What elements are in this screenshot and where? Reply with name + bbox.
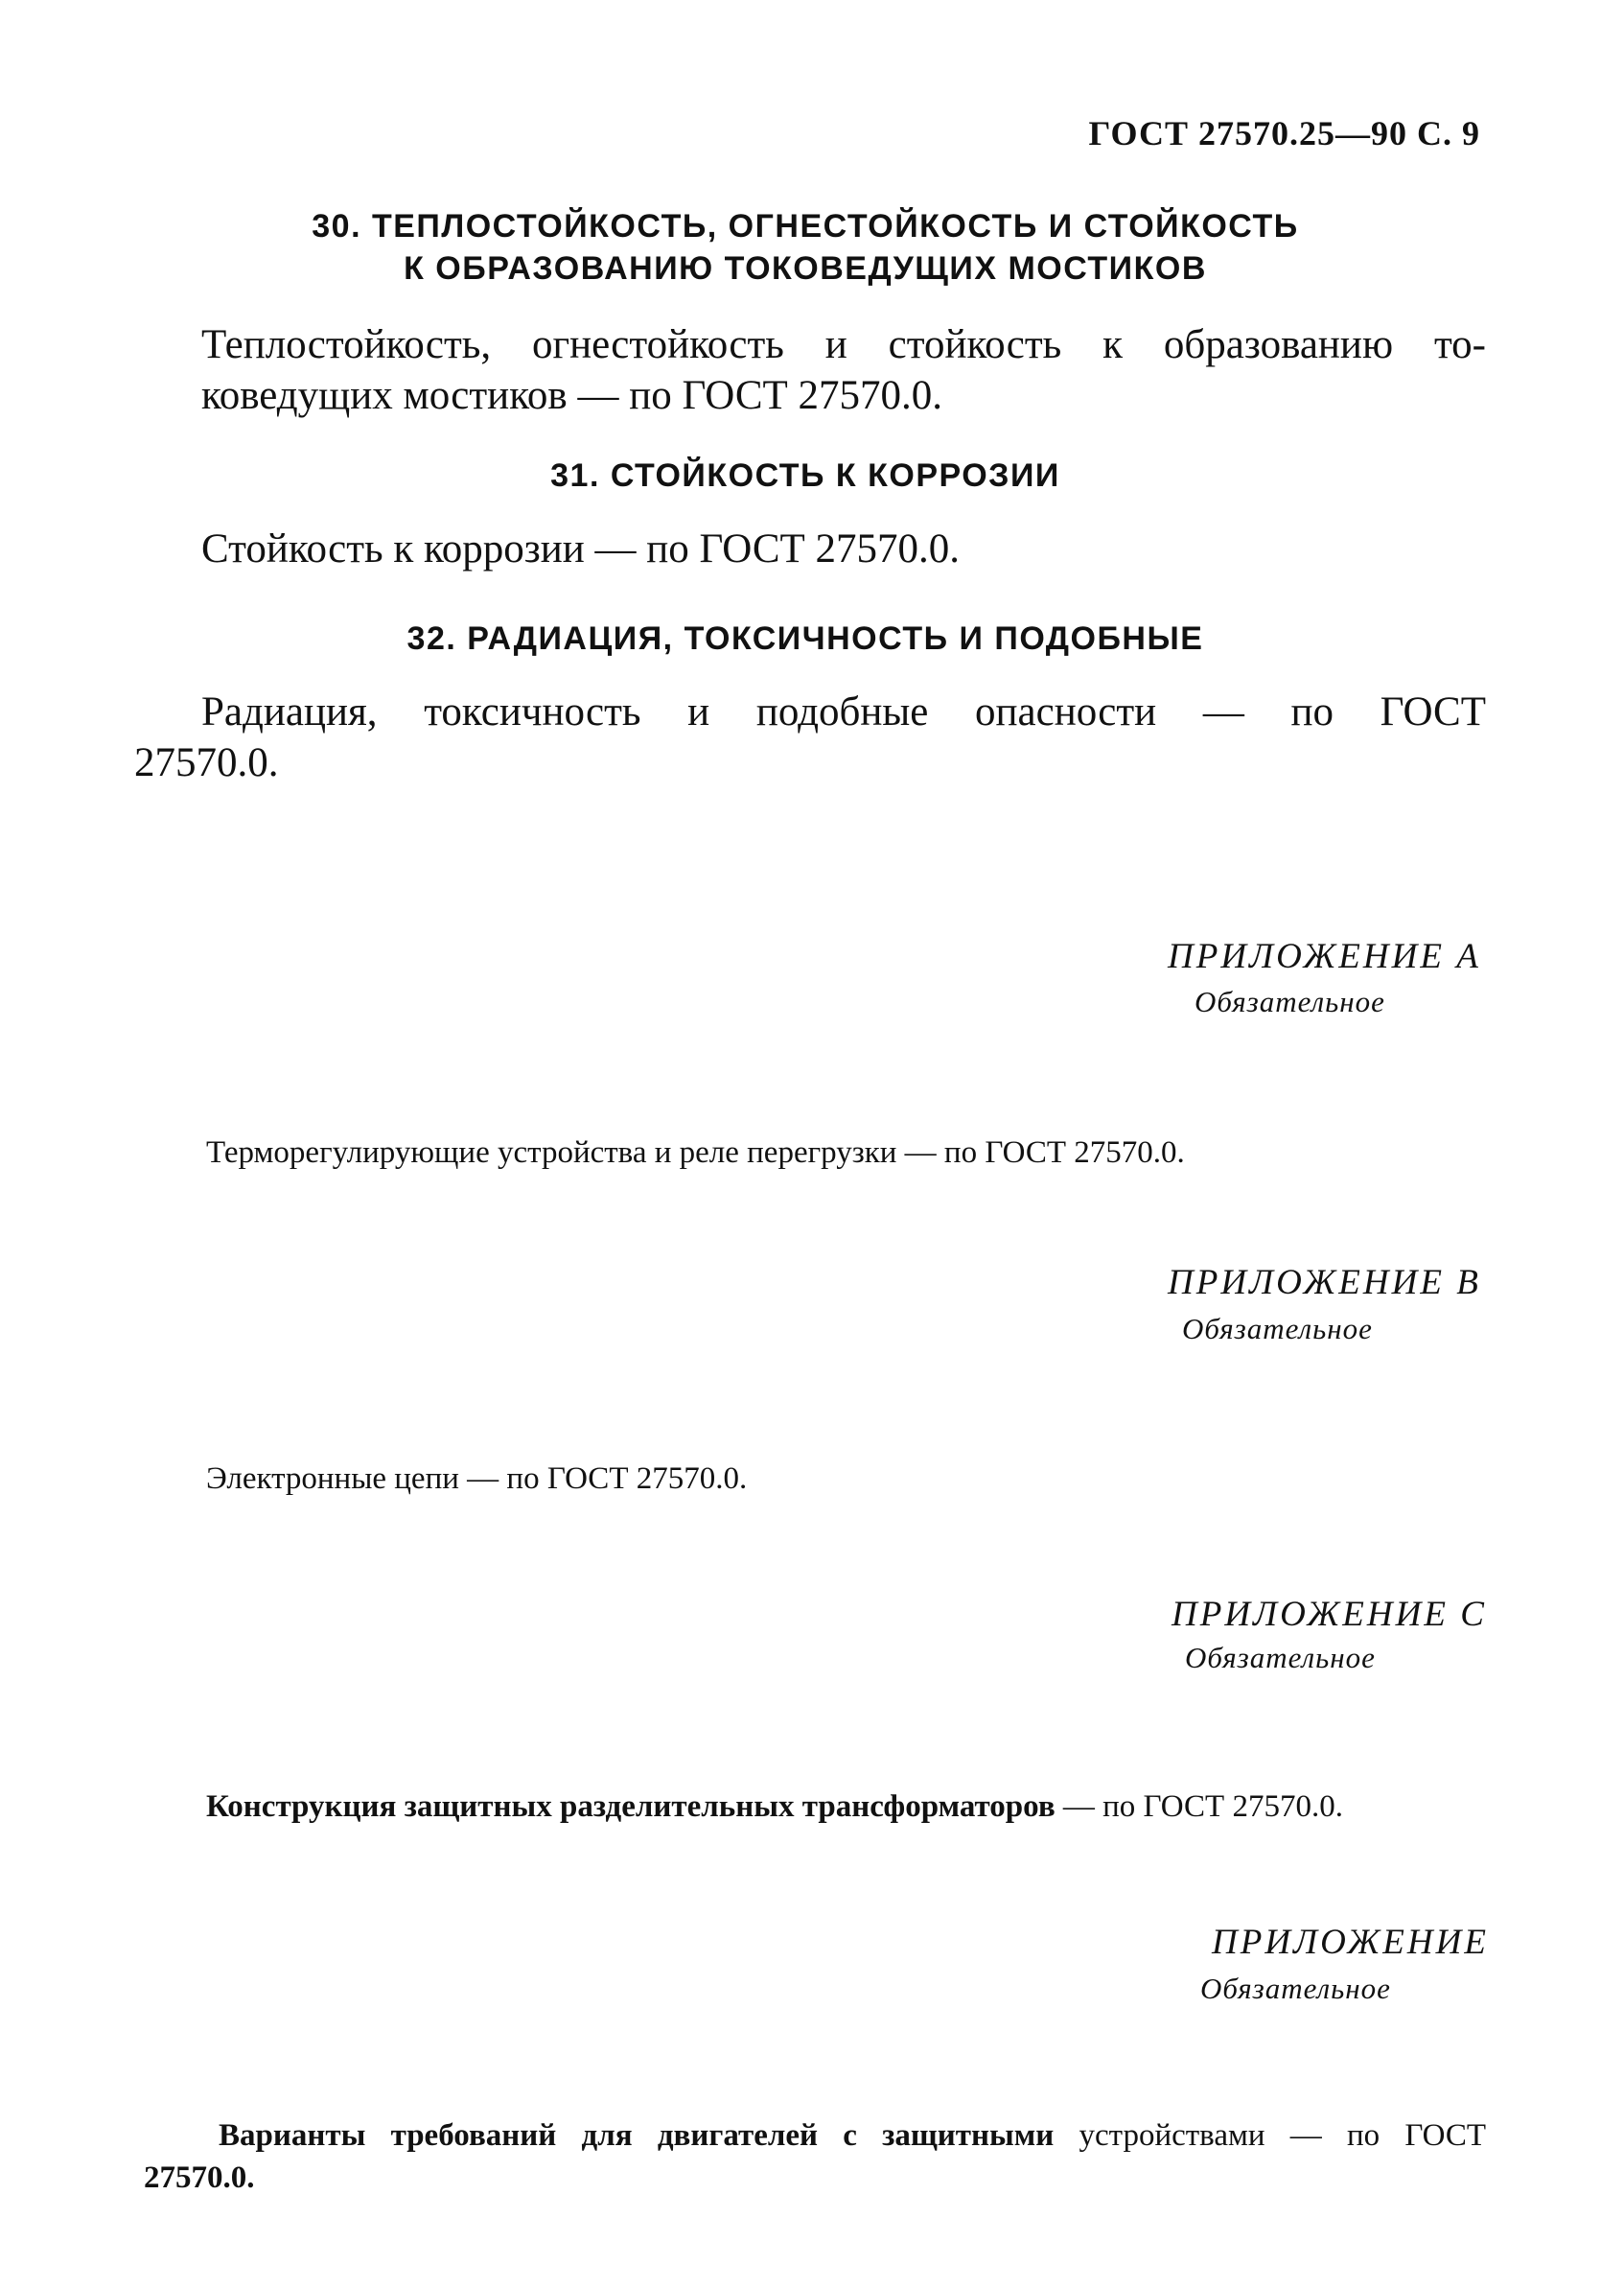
page-header: ГОСТ 27570.25—90 С. 9 bbox=[1088, 114, 1480, 152]
appendix-d-text-rest: устройствами — по ГОСТ bbox=[1079, 2118, 1487, 2153]
appendix-d-text-line1 bbox=[219, 2114, 1486, 2157]
section-30-body-line2: коведущих мостиков — по ГОСТ 27570.0. bbox=[201, 373, 943, 418]
section-32-title-line1: 32. РАДИАЦИЯ, ТОКСИЧНОСТЬ И ПОДОБНЫЕ bbox=[406, 620, 1204, 657]
appendix-b-status: Обязательное bbox=[1182, 1312, 1373, 1345]
section-30-body-line1: Теплостойкость, огнестойкость и стойкость к образованию то- bbox=[201, 322, 1486, 367]
section-30-title-line1: 30. ТЕПЛОСТОЙКОСТЬ, ОГНЕСТОЙКОСТЬ И СТОЙКОСТЬ bbox=[312, 208, 1299, 245]
appendix-c-title: ПРИЛОЖЕНИЕ С bbox=[1172, 1595, 1487, 1634]
appendix-b-text: Электронные цепи — по ГОСТ 27570.0. bbox=[206, 1461, 748, 1496]
section-30-title bbox=[192, 205, 1419, 290]
section-30-title-line2: К ОБРАЗОВАНИЮ ТОКОВЕДУЩИХ МОСТИКОВ bbox=[404, 250, 1207, 287]
appendix-d-status: Обязательное bbox=[1200, 1972, 1391, 2005]
appendix-a-status: Обязательное bbox=[1195, 985, 1385, 1018]
appendix-c-text bbox=[206, 1786, 1486, 1828]
section-32-body-line2: 27570.0. bbox=[134, 740, 279, 785]
appendix-d-title: ПРИЛОЖЕНИЕ bbox=[1212, 1923, 1489, 1962]
section-30-body bbox=[201, 319, 1486, 421]
section-31-title bbox=[192, 455, 1419, 497]
section-31-body-line1: Стойкость к коррозии — по ГОСТ 27570.0. bbox=[201, 526, 961, 572]
section-32-body bbox=[134, 687, 1486, 788]
appendix-c-status: Обязательное bbox=[1185, 1641, 1376, 1674]
appendix-a-title: ПРИЛОЖЕНИЕ А bbox=[1168, 937, 1481, 976]
appendix-d-text-bold: Варианты требований для двигателей с защитными bbox=[219, 2118, 1055, 2153]
appendix-d-text-line2: 27570.0. bbox=[144, 2160, 255, 2195]
appendix-b-title: ПРИЛОЖЕНИЕ В bbox=[1168, 1263, 1481, 1302]
appendix-c-text-bold: Конструкция защитных разделительных трансформаторов bbox=[206, 1789, 1056, 1824]
appendix-a-text: Терморегулирующие устройства и реле перегрузки — по ГОСТ 27570.0. bbox=[206, 1135, 1185, 1170]
section-31-body bbox=[201, 524, 1486, 574]
appendix-c-text-rest: — по ГОСТ 27570.0. bbox=[1055, 1789, 1343, 1824]
section-32-body-line1: Радиация, токсичность и подобные опасности — по ГОСТ bbox=[201, 689, 1486, 735]
section-31-title-line1: 31. СТОЙКОСТЬ К КОРРОЗИИ bbox=[550, 457, 1060, 494]
section-32-title bbox=[192, 618, 1419, 660]
appendix-d-text bbox=[144, 2114, 1487, 2199]
